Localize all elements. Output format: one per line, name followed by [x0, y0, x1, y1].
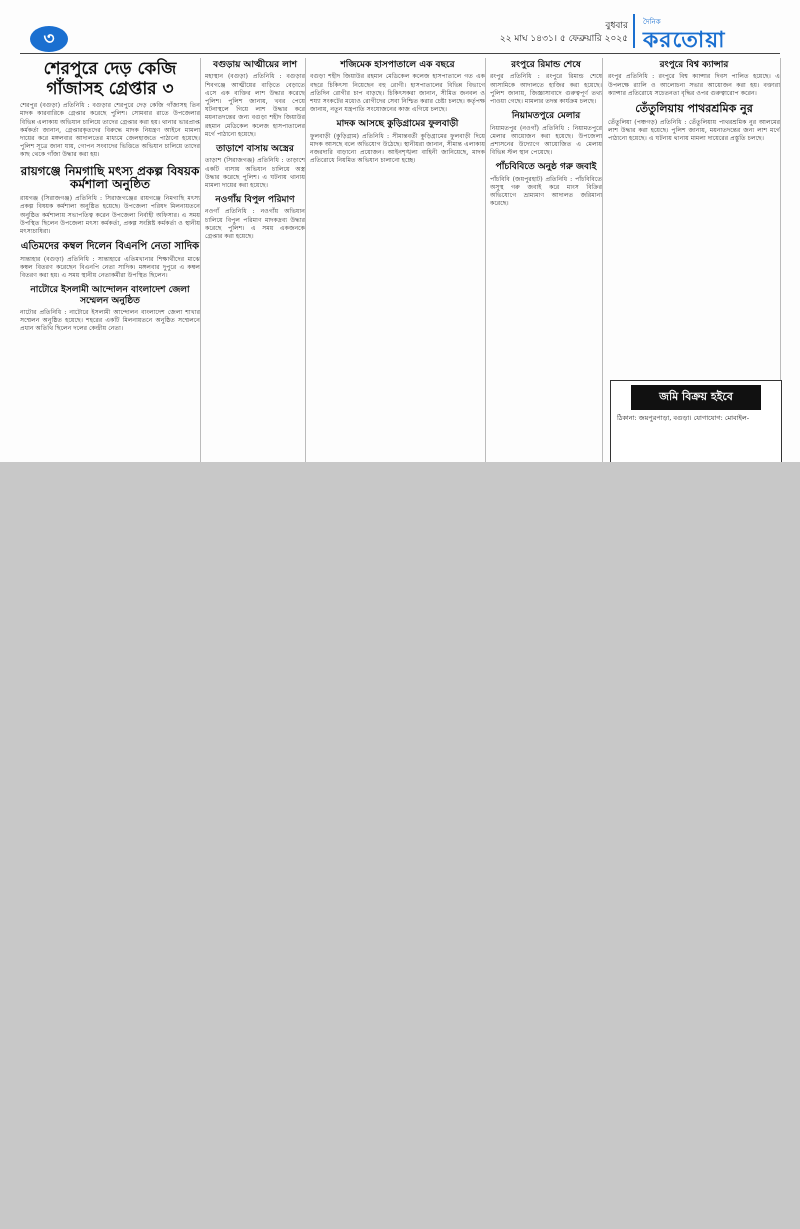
masthead-rule — [20, 53, 780, 54]
headline: তাড়াশে বাসায় অস্ত্রের — [216, 143, 294, 154]
headline: নওগাঁয় বিপুল পরিমাণ — [215, 195, 295, 206]
headline: পাঁচবিবিতে অনুষ্ঠ গরু জবাই — [495, 162, 597, 173]
headline: নাটোরে ইসলামী আন্দোলন বাংলাদেশ জেলা সম্মেলন অনুষ্ঠিত — [30, 285, 190, 306]
weekday: বুধবার — [605, 21, 628, 31]
article-body: পাঁচবিবি (জয়পুরহাট) প্রতিনিধি : পাঁচবিবিতে অসুস্থ গরু জবাই করে মাংস বিক্রির অভিযোগে ভ্রাম্যমাণ আদালত জরিমানা করেছে। — [490, 175, 602, 208]
headline: নিয়ামতপুরে মেলার — [511, 111, 581, 122]
article-body: বগুড়া শহীদ জিয়াউর রহমান মেডিকেল কলেজ হাসপাতালে গত এক বছরে চিকিৎসা নিয়েছেন বহু রোগী। হাসপাতালের বিভিন্ন বিভাগে প্রতিদিন রোগীর চাপ বাড়ছে। চিকিৎসকরা জানান, সীমিত জনবল ও শয্যা সংকটের মধ্যেও রোগীদের সেবা নিশ্চিত করার চেষ্টা চলছে। কর্তৃপক্ষ জানায়, নতুন যন্ত্রপাতি সংযোজনের কাজ এগিয়ে চলছে। — [310, 73, 485, 114]
column-1 — [20, 58, 201, 462]
article-body: নওগাঁ প্রতিনিধি : নওগাঁয় অভিযান চালিয়ে বিপুল পরিমাণ মাদকদ্রব্য উদ্ধার করেছে পুলিশ। এ সময় একজনকে গ্রেপ্তার করা হয়েছে। — [205, 208, 305, 241]
headline: রায়গঞ্জে নিমগাছি মৎস্য প্রকল্প বিষয়ক কর্মশালা অনুষ্ঠিত — [20, 163, 200, 192]
newspaper-page — [0, 0, 800, 462]
article-body: রংপুর প্রতিনিধি : রংপুরে বিশ্ব ক্যান্সার দিবস পালিত হয়েছে। এ উপলক্ষে র‍্যালি ও আলোচনা সভার আয়োজন করা হয়। বক্তারা ক্যান্সার প্রতিরোধে সচেতনতা বৃদ্ধির ওপর গুরুত্বারোপ করেন। — [608, 73, 780, 97]
headline: শেরপুরে দেড় কেজি গাঁজাসহ গ্রেপ্তার ৩ — [43, 59, 177, 99]
logo-small-text: দৈনিক — [643, 18, 661, 26]
article-body: মহাস্থান (বগুড়া) প্রতিনিধি : বগুড়ার শিবগঞ্জে আত্মীয়ের বাড়িতে বেড়াতে এসে এক ব্যক্তির লাশ উদ্ধার করেছে পুলিশ। পুলিশ জানায়, খবর পেয়ে ঘটনাস্থলে গিয়ে লাশ উদ্ধার করে ময়নাতদন্তের জন্য বগুড়া শহীদ জিয়াউর রহমান মেডিকেল কলেজ হাসপাতালের মর্গে পাঠানো হয়েছে। — [205, 73, 305, 138]
article-body: নাটোর প্রতিনিধি : নাটোরে ইসলামী আন্দোলন বাংলাদেশ জেলা শাখার সম্মেলন অনুষ্ঠিত হয়েছে। শহরের একটি মিলনায়তনে অনুষ্ঠিত সম্মেলনে প্রধান অতিথি ছিলেন দলের কেন্দ্রীয় নেতা। — [20, 308, 200, 333]
headline: এতিমদের কম্বল দিলেন বিএনপি নেতা সাদিক — [20, 241, 200, 253]
page-number-badge: ৩ — [30, 26, 68, 52]
ad-text: ঠিকানা: জয়পুরপাড়া, বগুড়া। যোগাযোগ: মোবাইল- — [617, 414, 750, 422]
article-body: তেঁতুলিয়া (পঞ্চগড়) প্রতিনিধি : তেঁতুলিয়ায় পাথরশ্রমিক নুর আলমের লাশ উদ্ধার করা হয়েছে। পুলিশ জানায়, ময়নাতদন্তের জন্য লাশ মর্গে পাঠানো হয়েছে। এ ঘটনায় থানায় মামলা দায়েরের প্রস্তুতি চলছে। — [608, 118, 780, 142]
article-body: রংপুর প্রতিনিধি : রংপুরে রিমান্ড শেষে আসামিকে আদালতে হাজির করা হয়েছে। পুলিশ জানায়, জিজ্ঞাসাবাদে গুরুত্বপূর্ণ তথ্য পাওয়া গেছে। মামলার তদন্ত কার্যক্রম চলছে। — [490, 73, 602, 105]
dateline — [500, 20, 628, 46]
classified-ad — [610, 380, 782, 462]
column-4 — [490, 58, 603, 462]
headline: রংপুরে বিশ্ব ক্যান্সার — [659, 60, 729, 70]
column-2 — [205, 58, 306, 462]
headline: তেঁতুলিয়ায় পাথরশ্রমিক নুর — [635, 101, 753, 115]
masthead — [0, 0, 800, 56]
headline: শজিমেক হাসপাতালে এক বছরে — [340, 60, 455, 70]
article-body: সান্তাহার (বগুড়া) প্রতিনিধি : সান্তাহারে এতিমখানার শিক্ষার্থীদের মাঝে কম্বল বিতরণ করেছেন বিএনপি নেতা সাদিক। মঙ্গলবার দুপুরে এ কম্বল বিতরণ করা হয়। এ সময় স্থানীয় নেতাকর্মীরা উপস্থিত ছিলেন। — [20, 255, 200, 280]
article-body: রায়গঞ্জ (সিরাজগঞ্জ) প্রতিনিধি : সিরাজগঞ্জের রায়গঞ্জে নিমগাছি মৎস্য প্রকল্প বিষয়ক কর্মশালা অনুষ্ঠিত হয়েছে। উপজেলা পরিষদ মিলনায়তনে অনুষ্ঠিত কর্মশালায় সভাপতিত্ব করেন উপজেলা নির্বাহী অফিসার। এ সময় উপস্থিত ছিলেন উপজেলা মৎস্য কর্মকর্তা, প্রকল্প সংশ্লিষ্ট কর্মকর্তা ও স্থানীয় মৎস্যচাষিরা। — [20, 195, 200, 235]
empty-background — [0, 462, 800, 1229]
headline: মাদক আসছে কুড়িগ্রামের ফুলবাড়ী — [336, 119, 459, 130]
newspaper-logo — [633, 14, 780, 53]
headline: বগুড়ায় আত্মীয়ের লাশ — [213, 60, 297, 70]
article-body: শেরপুর (বগুড়া) প্রতিনিধি : বগুড়ার শেরপুরে দেড় কেজি গাঁজাসহ তিন মাদক কারবারিকে গ্রেপ্তার করেছে পুলিশ। সোমবার রাতে উপজেলার বিভিন্ন এলাকায় অভিযান চালিয়ে তাদের গ্রেপ্তার করা হয়। থানার ভারপ্রাপ্ত কর্মকর্তা জানান, গ্রেপ্তারকৃতদের বিরুদ্ধে মাদক নিয়ন্ত্রণ আইনে মামলা দায়ের করে মঙ্গলবার আদালতের মাধ্যমে জেলহাজতে পাঠানো হয়েছে। পুলিশ সূত্রে জানা যায়, গোপন সংবাদের ভিত্তিতে অভিযান চালিয়ে তাদের কাছ থেকে গাঁজা উদ্ধার করা হয়। — [20, 102, 200, 159]
article-body: নিয়ামতপুর (নওগাঁ) প্রতিনিধি : নিয়ামতপুরে মেলার আয়োজন করা হয়েছে। উপজেলা প্রশাসনের উদ্যোগে আয়োজিত এ মেলায় বিভিন্ন স্টল স্থান পেয়েছে। — [490, 124, 602, 157]
headline: রংপুরে রিমান্ড শেষে — [511, 60, 581, 70]
date: ২২ মাঘ ১৪৩১। ৫ ফেব্রুয়ারি ২০২৫ — [499, 34, 628, 44]
ad-title: জমি বিক্রয় হইবে — [631, 385, 761, 410]
article-body: তাড়াশ (সিরাজগঞ্জ) প্রতিনিধি : তাড়াশে একটি বাসায় অভিযান চালিয়ে অস্ত্র উদ্ধার করেছে পুলিশ। এ ঘটনায় থানায় মামলা দায়ের করা হয়েছে। — [205, 157, 305, 189]
logo-text: করতোয়া — [643, 27, 726, 53]
column-3 — [310, 58, 486, 462]
article-body: ফুলবাড়ী (কুড়িগ্রাম) প্রতিনিধি : সীমান্তবর্তী কুড়িগ্রামের ফুলবাড়ী দিয়ে মাদক আসছে বলে অভিযোগ উঠেছে। স্থানীয়রা জানান, সীমান্ত এলাকায় নজরদারি বাড়ানো প্রয়োজন। আইনশৃঙ্খলা বাহিনী জানিয়েছে, মাদক প্রতিরোধে নিয়মিত অভিযান চালানো হচ্ছে। — [310, 132, 485, 165]
